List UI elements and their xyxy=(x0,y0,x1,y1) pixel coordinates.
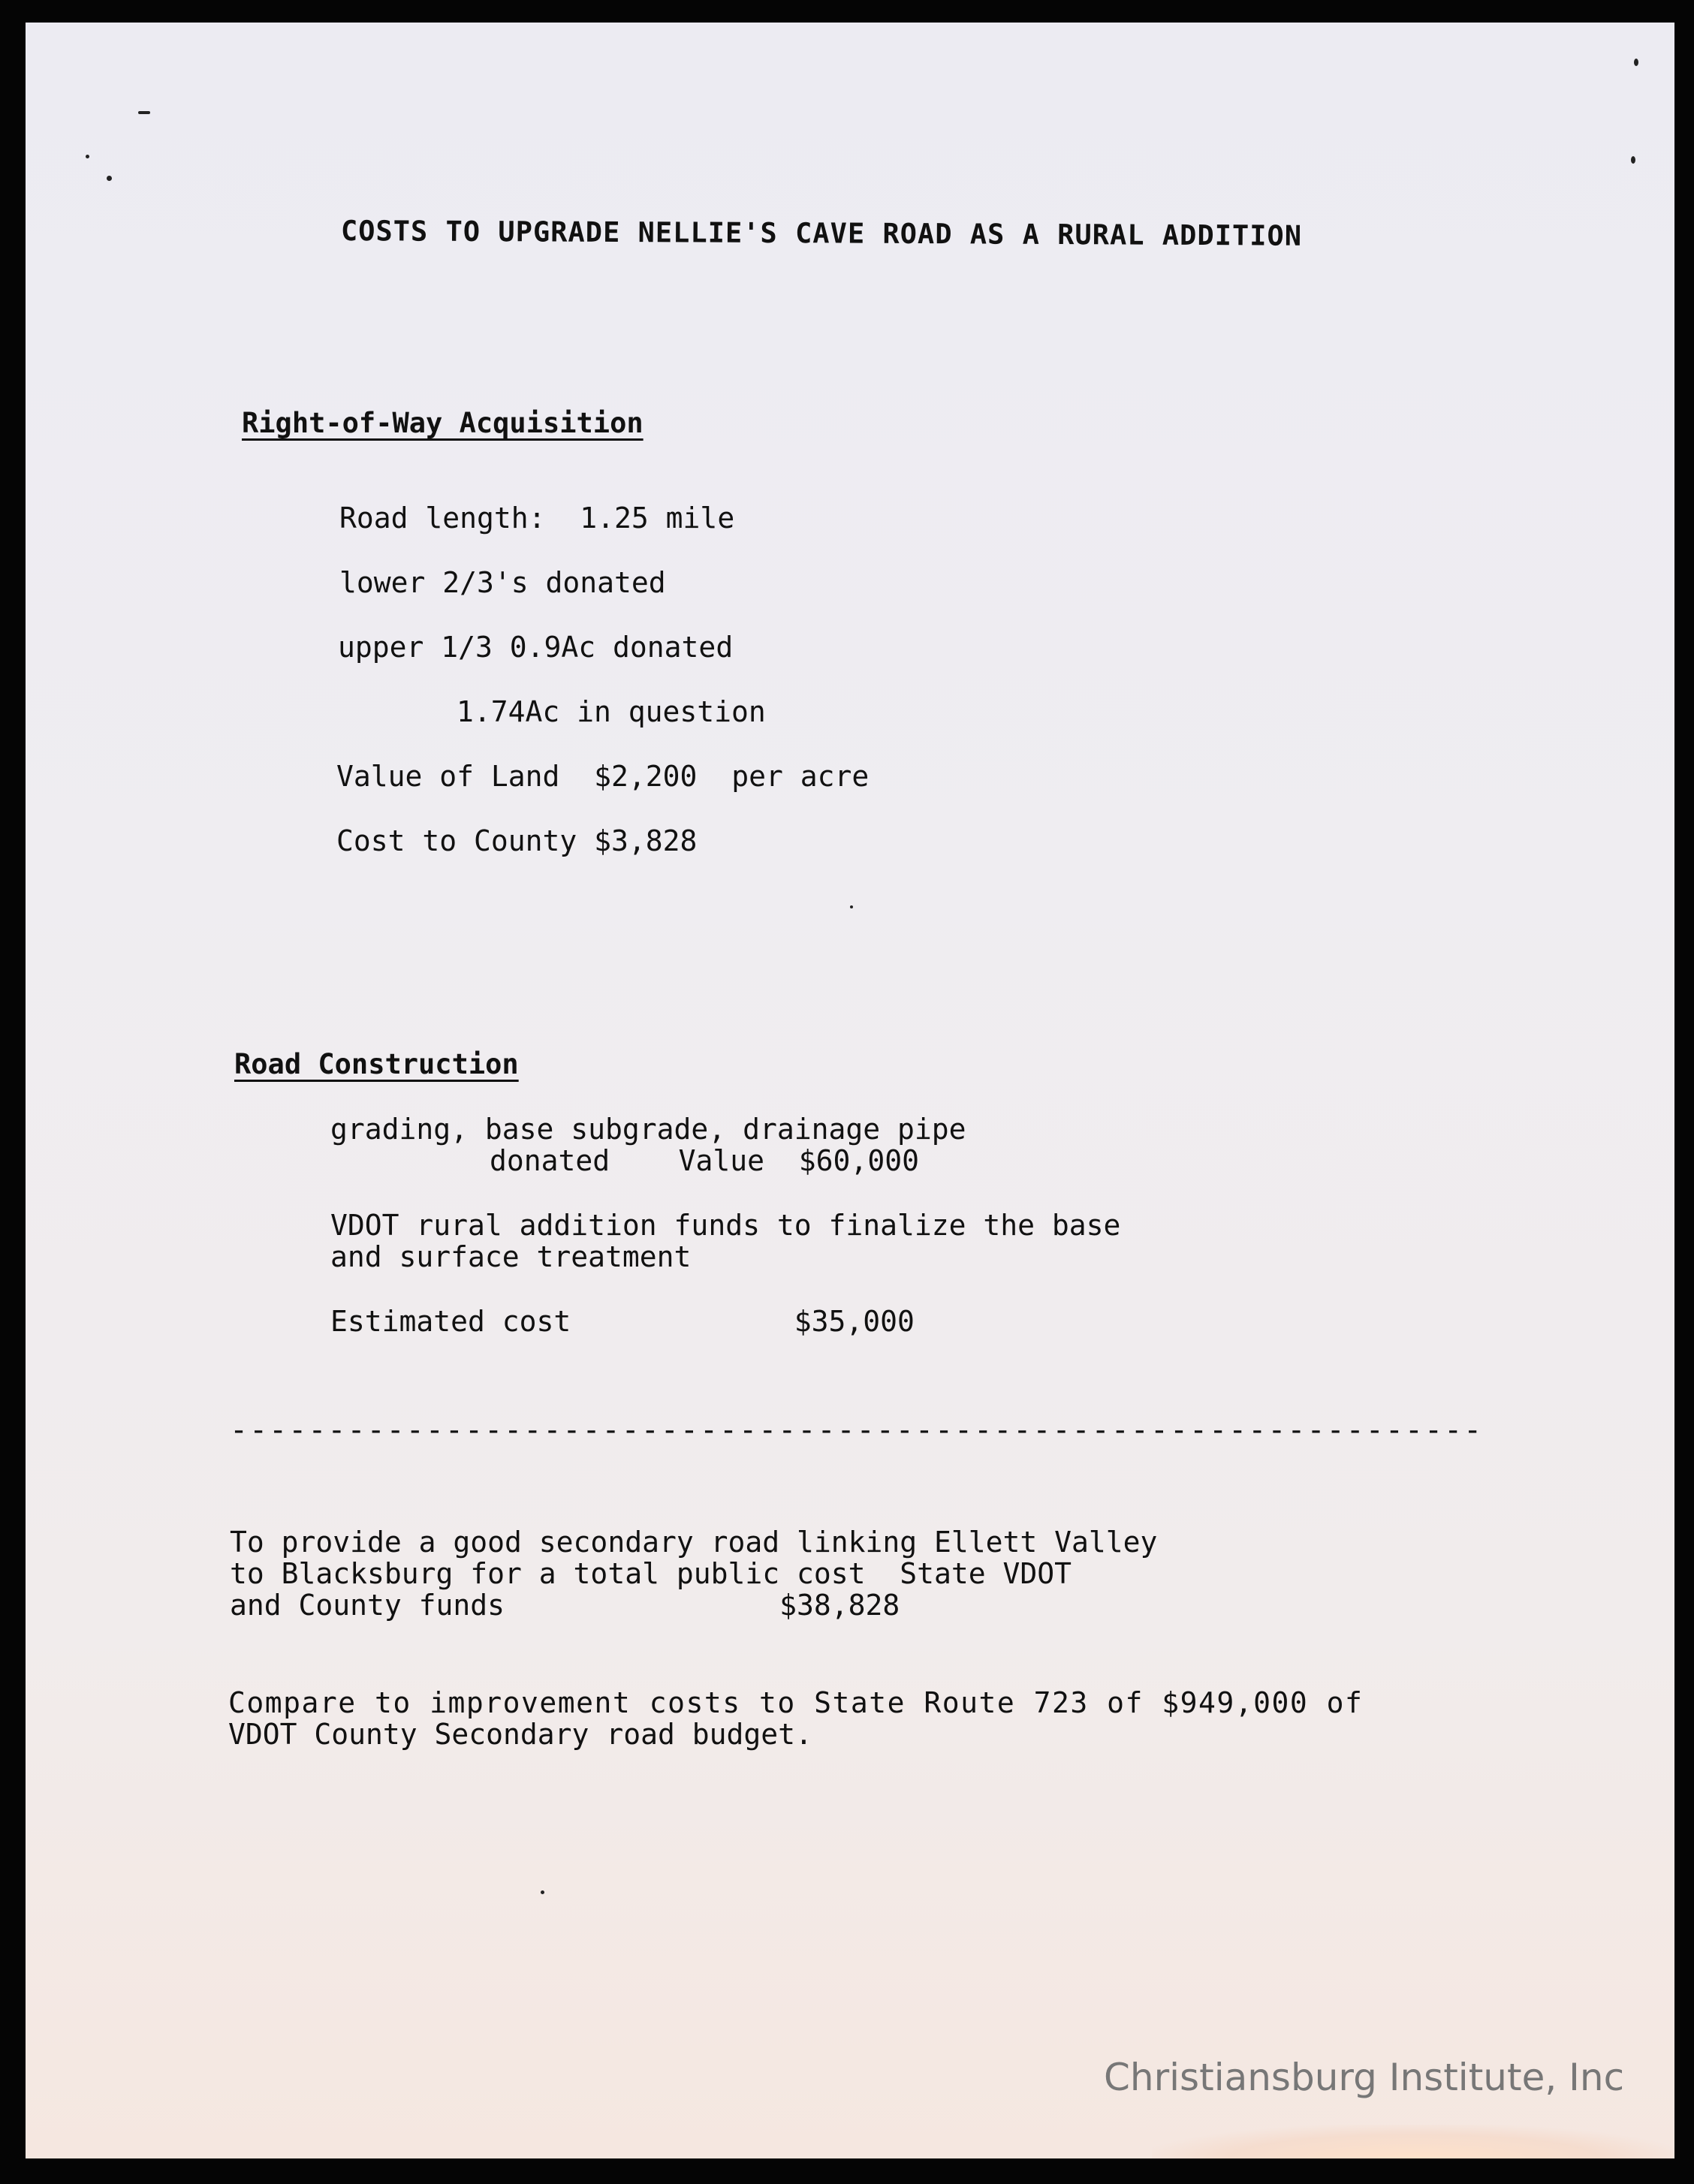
vdot-line-2: and surface treatment xyxy=(330,1240,692,1273)
paper-speck xyxy=(138,111,150,114)
in-question-line: 1.74Ac in question xyxy=(457,695,766,728)
paper-speck xyxy=(1631,156,1635,164)
dashed-divider: ---------------------------------------------------------------- xyxy=(230,1413,1484,1447)
cost-to-county-line: Cost to County $3,828 xyxy=(336,824,698,857)
paper-speck xyxy=(107,176,112,181)
road-length-line: Road length: 1.25 mile xyxy=(339,502,735,535)
document-page xyxy=(26,23,1674,2158)
watermark: Christiansburg Institute, Inc xyxy=(1104,2056,1625,2099)
value-of-land-line: Value of Land $2,200 per acre xyxy=(336,760,870,793)
grading-line-1: grading, base subgrade, drainage pipe xyxy=(330,1113,966,1146)
summary-line-1: To provide a good secondary road linking Ellett Valley xyxy=(230,1526,1158,1559)
lower-donated-line: lower 2/3's donated xyxy=(339,566,666,599)
grading-line-2: donated Value $60,000 xyxy=(490,1144,919,1177)
document-title: COSTS TO UPGRADE NELLIE'S CAVE ROAD AS A RURAL ADDITION xyxy=(340,215,1303,252)
compare-line-2: VDOT County Secondary road budget. xyxy=(228,1718,812,1751)
paper-speck xyxy=(86,155,89,158)
road-construction-heading: Road Construction xyxy=(234,1048,519,1080)
compare-line-1: Compare to improvement costs to State Route 723 of $949,000 of xyxy=(228,1686,1364,1719)
paper-speck xyxy=(850,905,853,908)
summary-line-3: and County funds $38,828 xyxy=(230,1589,900,1622)
upper-donated-line: upper 1/3 0.9Ac donated xyxy=(338,631,734,664)
vdot-line-1: VDOT rural addition funds to finalize the base xyxy=(330,1209,1121,1242)
paper-speck xyxy=(541,1890,544,1894)
paper-speck xyxy=(1634,59,1638,66)
right-of-way-heading: Right-of-Way Acquisition xyxy=(242,407,644,439)
estimated-cost-line: Estimated cost $35,000 xyxy=(330,1305,915,1338)
summary-line-2: to Blacksburg for a total public cost State VDOT xyxy=(230,1557,1072,1590)
paper-curl-shadow xyxy=(1152,2125,1674,2158)
